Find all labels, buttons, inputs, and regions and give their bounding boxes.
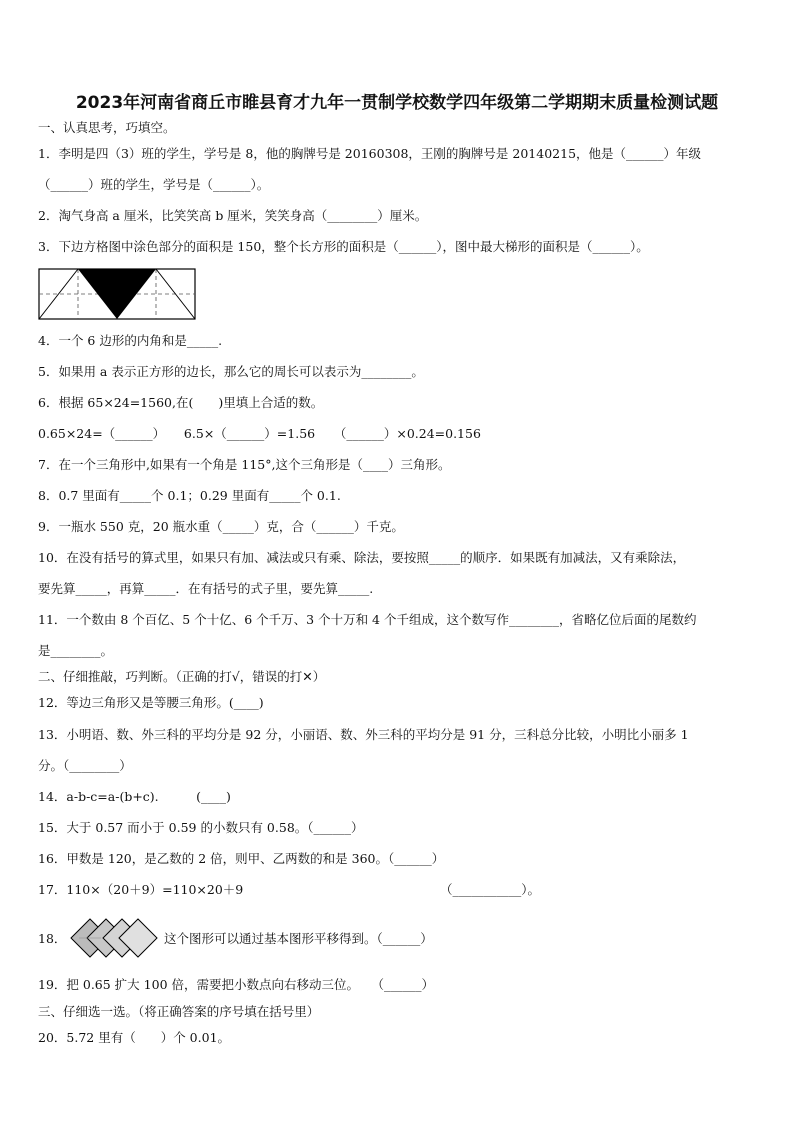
question-8: 8．0.7 里面有_____个 0.1；0.29 里面有_____个 0.1. — [38, 488, 341, 503]
question-2: 2．淘气身高 a 厘米，比笑笑高 b 厘米，笑笑身高（________）厘米。 — [38, 208, 428, 223]
question-13-line-2: 分。（________） — [38, 758, 132, 773]
question-18-number: 18． — [38, 931, 67, 946]
question-20: 20．5.72 里有（ ）个 0.01。 — [38, 1030, 231, 1045]
question-7: 7．在一个三角形中,如果有一个角是 115°,这个三角形是（____）三角形。 — [38, 457, 451, 472]
section-heading-1: 一、认真思考，巧填空。 — [38, 120, 176, 135]
grid-trapezoid-figure — [38, 268, 196, 320]
question-5: 5．如果用 a 表示正方形的边长，那么它的周长可以表示为________。 — [38, 364, 424, 379]
diamond-pattern-figure — [70, 918, 162, 958]
question-9: 9．一瓶水 550 克，20 瓶水重（_____）克，合（______）千克。 — [38, 519, 404, 534]
page-title: 2023年河南省商丘市睢县育才九年一贯制学校数学四年级第二学期期末质量检测试题 — [75, 93, 719, 113]
question-17-expression: 17．110×（20＋9）=110×20＋9 — [38, 882, 244, 897]
question-12: 12．等边三角形又是等腰三角形。(____) — [38, 695, 264, 710]
question-17-blank: （___________）。 — [440, 882, 541, 897]
question-16: 16．甲数是 120，是乙数的 2 倍，则甲、乙两数的和是 360。（______） — [38, 851, 445, 866]
question-18-text: 这个图形可以通过基本图形平移得到。（______） — [164, 931, 433, 946]
question-1-line-2: （______）班的学生，学号是（______）。 — [38, 177, 270, 192]
question-14: 14．a-b-c=a-(b+c). (____) — [38, 789, 231, 804]
question-13-line-1: 13．小明语、数、外三科的平均分是 92 分，小丽语、数、外三科的平均分是 91 分，三科总分比较，小明比小丽多 1 — [38, 727, 689, 742]
question-11-line-2: 是________。 — [38, 643, 114, 658]
question-4: 4．一个 6 边形的内角和是_____. — [38, 333, 223, 348]
question-1-line-1: 1．李明是四（3）班的学生，学号是 8，他的胸牌号是 20160308，王刚的胸牌号是 20140215，他是（______）年级 — [38, 146, 702, 161]
question-10-line-2: 要先算_____，再算_____．在有括号的式子里，要先算_____. — [38, 581, 374, 596]
question-3: 3．下边方格图中涂色部分的面积是 150，整个长方形的面积是（______），图中最大梯形的面积是（______）。 — [38, 239, 649, 254]
question-6-blanks: 0.65×24=（______） 6.5×（______）=1.56 （______）×0.24=0.156 — [38, 426, 481, 441]
question-6: 6．根据 65×24=1560,在( )里填上合适的数。 — [38, 395, 324, 410]
question-11-line-1: 11．一个数由 8 个百亿、5 个十亿、6 个千万、3 个十万和 4 个千组成，这个数写作________，省略亿位后面的尾数约 — [38, 612, 697, 627]
question-15: 15．大于 0.57 而小于 0.59 的小数只有 0.58。（______） — [38, 820, 364, 835]
question-10-line-1: 10．在没有括号的算式里，如果只有加、减法或只有乘、除法，要按照_____的顺序．如果既有加减法，又有乘除法， — [38, 550, 686, 565]
section-heading-2: 二、仔细推敲，巧判断。（正确的打√，错误的打✕） — [38, 669, 326, 684]
section-heading-3: 三、仔细选一选。（将正确答案的序号填在括号里） — [38, 1004, 320, 1019]
question-19: 19．把 0.65 扩大 100 倍，需要把小数点向右移动三位。 （______） — [38, 977, 434, 992]
